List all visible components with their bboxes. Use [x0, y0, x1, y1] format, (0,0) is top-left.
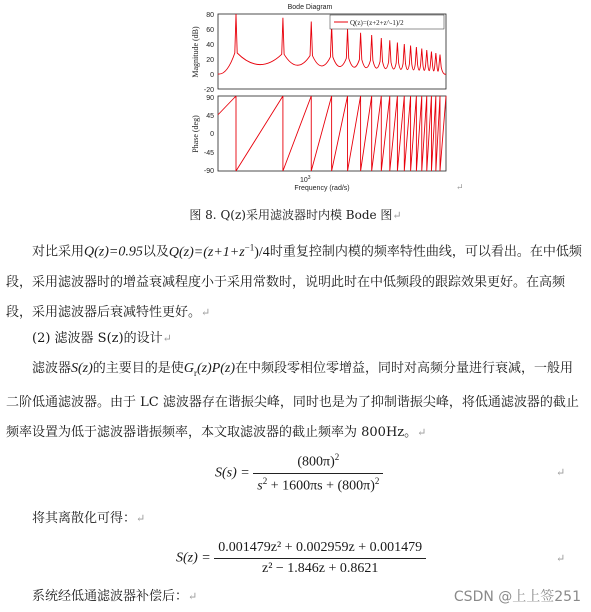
section-heading: (2) 滤波器 S(z)的设计↵ — [32, 331, 172, 346]
phase-ylabel: Phase (deg) — [191, 115, 200, 153]
magnitude-ylabel: Magnitude (dB) — [191, 26, 200, 78]
discretize-text: 将其离散化可得：↵ — [32, 511, 146, 526]
magnitude-y-ticks — [204, 12, 214, 94]
svg-text:-20: -20 — [203, 87, 214, 94]
svg-text:0: 0 — [210, 131, 214, 138]
svg-text:60: 60 — [206, 27, 214, 34]
svg-text:90: 90 — [206, 95, 214, 102]
x-tick-label: $10^3$ — [300, 175, 311, 184]
phase-y-ticks — [204, 95, 214, 175]
legend — [330, 15, 444, 29]
svg-text:-90: -90 — [203, 168, 214, 175]
svg-text:20: 20 — [206, 57, 214, 64]
last-line: 系统经低通滤波器补偿后：↵ — [32, 589, 198, 604]
paragraph-2: 滤波器S(z)的主要目的是使$G_r(z)P(z)$在中频段零相位零增益，同时对高频分量进行衰减，一般用二阶低通滤波器。由于 LC 滤波器存在谐振尖峰，同时也是为了抑制谐振尖峰，将低通滤波器的截止频率设置为低于滤波器谐振频率，本文取滤波器的截止频率为 800Hz。↵ — [6, 361, 579, 440]
equation-q2: $Q(z)=(z+1+z^{-1})/4$ — [168, 242, 270, 260]
legend-label: Q(z)=(z+2+z^-1)/2 — [350, 19, 404, 27]
csdn-watermark: CSDN @上上签251 — [453, 589, 581, 605]
bode-figure — [0, 0, 591, 200]
equation-q1: Q(z)=0.95 — [84, 244, 143, 260]
svg-text:45: 45 — [206, 113, 214, 120]
figure-title: Bode Diagram — [287, 4, 333, 11]
paragraph-1: 对比采用Q(z)=0.95以及$Q(z)=(z+1+z^{-1})/4$时重复控制内模的频率特性曲线，可以看出。在中低频段，采用滤波器时的增益衰减程度小于采用常数时，说明此时在中低频段的跟踪效果更好。在高频段，采用滤波器后衰减特性更好。↵ — [6, 242, 582, 320]
x-axis-label: Frequency (rad/s) — [294, 185, 350, 192]
paragraph-mark: ↵ — [456, 183, 464, 193]
svg-text:80: 80 — [206, 12, 214, 19]
figure-caption: 图 8. Q(z)采用滤波器时内模 Bode 图↵ — [189, 208, 402, 222]
equation-s-of-z: S(z) = $\frac{\text{0.001479z² + 0.002959z + 0.001479}}{\text{z² − 1.846z + 0.8621}}$ — [176, 540, 426, 577]
svg-text:-45: -45 — [203, 150, 214, 157]
svg-text:0: 0 — [210, 72, 214, 79]
equation-s-of-s: S(s) = $\frac{(800\pi)^2}{s^2 + 1600\pi s + (800\pi)^2}$ — [215, 452, 383, 494]
svg-text:40: 40 — [206, 42, 214, 49]
